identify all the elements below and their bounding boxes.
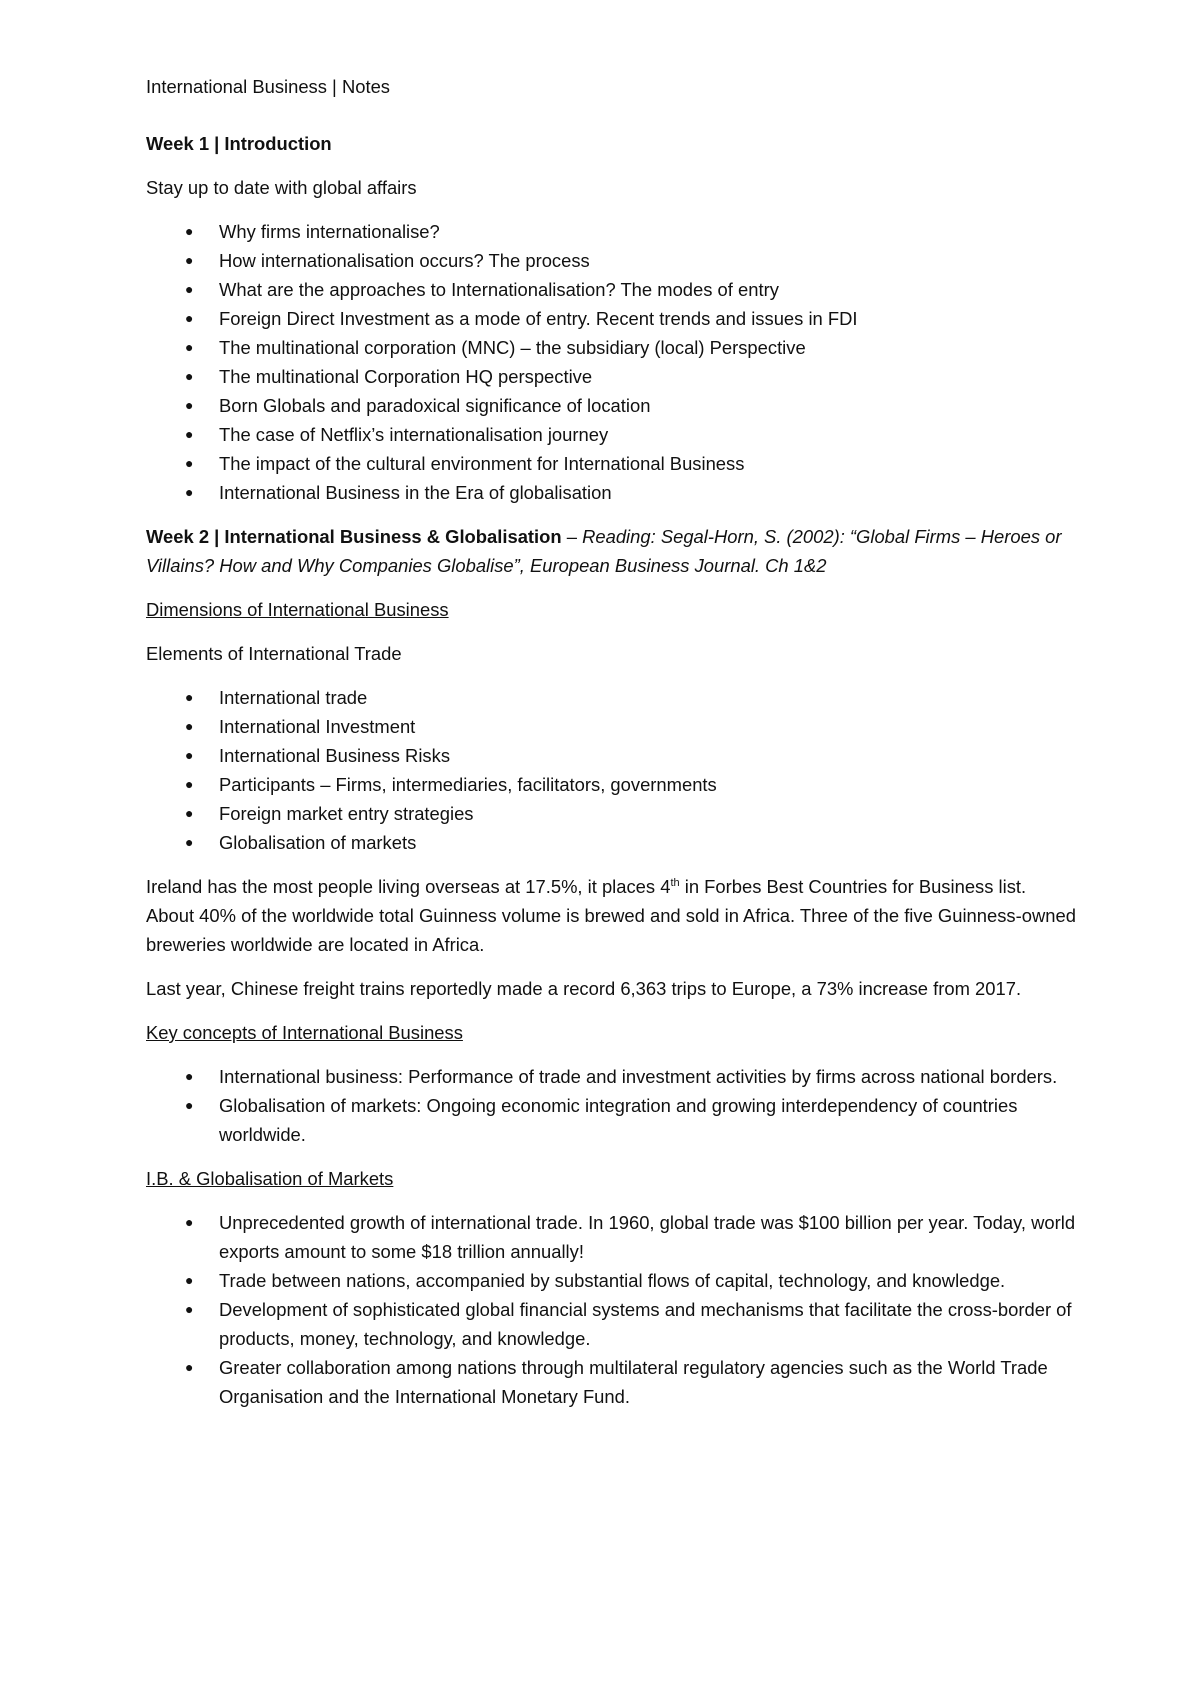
list-item: ● Participants – Firms, intermediaries, facilitators, governments bbox=[146, 770, 1076, 799]
key-concepts-list bbox=[146, 1062, 1076, 1149]
list-item: ● The multinational corporation (MNC) – the subsidiary (local) Perspective bbox=[146, 333, 1076, 362]
heading-dash: – bbox=[561, 526, 583, 547]
key-concepts-title: Key concepts of International Business bbox=[146, 1022, 463, 1043]
bullet-icon: ● bbox=[185, 252, 194, 268]
bullet-icon: ● bbox=[185, 339, 194, 355]
list-item: ● Born Globals and paradoxical significance of location bbox=[146, 391, 1076, 420]
list-item: ● International trade bbox=[146, 683, 1076, 712]
elements-list bbox=[146, 683, 1076, 857]
bullet-icon: ● bbox=[185, 805, 194, 821]
list-item: ● How internationalisation occurs? The process bbox=[146, 246, 1076, 275]
week1-heading bbox=[146, 129, 1076, 158]
list-item: ● The impact of the cultural environment for International Business bbox=[146, 449, 1076, 478]
list-item: ● International Business Risks bbox=[146, 741, 1076, 770]
list-item: ● Trade between nations, accompanied by substantial flows of capital, technology, and knowledge. bbox=[146, 1266, 1076, 1295]
bullet-icon: ● bbox=[185, 689, 194, 705]
week2-heading bbox=[146, 522, 1076, 580]
bullet-icon: ● bbox=[185, 1214, 194, 1230]
bullet-icon: ● bbox=[185, 776, 194, 792]
ib-globalisation-title: I.B. & Globalisation of Markets bbox=[146, 1168, 394, 1189]
bullet-icon: ● bbox=[185, 281, 194, 297]
bullet-icon: ● bbox=[185, 1272, 194, 1288]
list-item: ● Globalisation of markets bbox=[146, 828, 1076, 857]
bullet-icon: ● bbox=[185, 1068, 194, 1084]
dimensions-title: Dimensions of International Business bbox=[146, 599, 449, 620]
list-item: ● Why firms internationalise? bbox=[146, 217, 1076, 246]
list-item: ● The multinational Corporation HQ perspective bbox=[146, 362, 1076, 391]
list-item: ● International Investment bbox=[146, 712, 1076, 741]
list-item: ● Greater collaboration among nations through multilateral regulatory agencies such as the World Trade Organisation and the International Monetary Fund. bbox=[146, 1353, 1076, 1411]
week2-title: Week 2 | International Business & Globalisation bbox=[146, 526, 562, 547]
bullet-icon: ● bbox=[185, 426, 194, 442]
document-body bbox=[146, 72, 1076, 1426]
ib-globalisation-list bbox=[146, 1208, 1076, 1411]
elements-title: Elements of International Trade bbox=[146, 643, 402, 664]
ordinal-suffix: th bbox=[670, 876, 680, 889]
week1-title: Week 1 | Introduction bbox=[146, 133, 332, 154]
bullet-icon: ● bbox=[185, 310, 194, 326]
list-item: ● International business: Performance of trade and investment activities by firms across national borders. bbox=[146, 1062, 1076, 1091]
ireland-paragraph: Ireland has the most people living overseas at 17.5%, it places 4th in Forbes Best Countries for Business list. About 40% of the worldwide total Guinness volume is brewed and sold in Africa. Three of the five Guinness-owned breweries worldwide are located in Africa. bbox=[146, 876, 1076, 955]
bullet-icon: ● bbox=[185, 1359, 194, 1375]
bullet-icon: ● bbox=[185, 1301, 194, 1317]
list-item: ● Unprecedented growth of international trade. In 1960, global trade was $100 billion per year. Today, world exports amount to some $18 trillion annually! bbox=[146, 1208, 1076, 1266]
list-item: ● Development of sophisticated global financial systems and mechanisms that facilitate the cross-border of products, money, technology, and knowledge. bbox=[146, 1295, 1076, 1353]
bullet-icon: ● bbox=[185, 368, 194, 384]
list-item: ● Foreign Direct Investment as a mode of entry. Recent trends and issues in FDI bbox=[146, 304, 1076, 333]
bullet-icon: ● bbox=[185, 484, 194, 500]
bullet-icon: ● bbox=[185, 223, 194, 239]
bullet-icon: ● bbox=[185, 718, 194, 734]
list-item: ● The case of Netflix’s internationalisation journey bbox=[146, 420, 1076, 449]
bullet-icon: ● bbox=[185, 455, 194, 471]
list-item: ● What are the approaches to Internationalisation? The modes of entry bbox=[146, 275, 1076, 304]
bullet-icon: ● bbox=[185, 747, 194, 763]
bullet-icon: ● bbox=[185, 1097, 194, 1113]
week1-topic-list bbox=[146, 217, 1076, 507]
bullet-icon: ● bbox=[185, 834, 194, 850]
list-item: ● International Business in the Era of globalisation bbox=[146, 478, 1076, 507]
list-item: ● Globalisation of markets: Ongoing economic integration and growing interdependency of countries worldwide. bbox=[146, 1091, 1076, 1149]
list-item: ● Foreign market entry strategies bbox=[146, 799, 1076, 828]
week1-intro: Stay up to date with global affairs bbox=[146, 177, 417, 198]
document-header: International Business | Notes bbox=[146, 76, 390, 97]
week2-reading: Reading: Segal-Horn, S. (2002): “Global Firms – Heroes or Villains? How and Why Companies Globalise”, European Business Journal. Ch 1&2 bbox=[146, 526, 1062, 576]
bullet-icon: ● bbox=[185, 397, 194, 413]
freight-paragraph: Last year, Chinese freight trains reportedly made a record 6,363 trips to Europe, a 73% increase from 2017. bbox=[146, 978, 1022, 999]
